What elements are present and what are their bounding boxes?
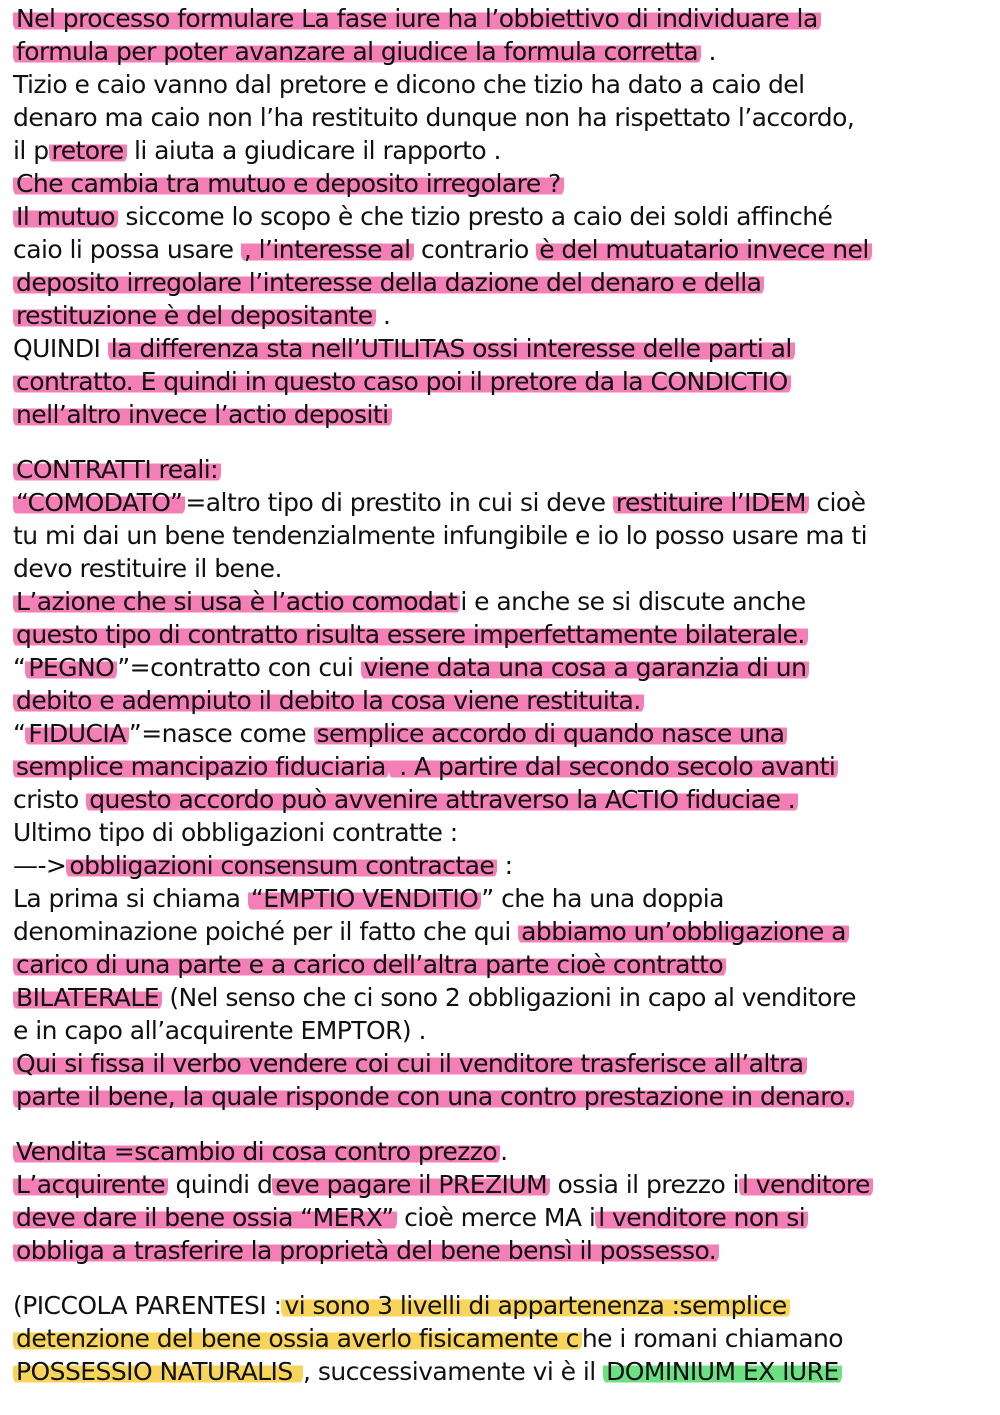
text-segment: , successivamente vi è il (303, 1357, 604, 1386)
text-segment: “ (13, 719, 26, 748)
highlighted-text: , l’interesse al (241, 235, 414, 264)
text-line (13, 2, 1000, 35)
text-segment: . (500, 1137, 508, 1166)
highlighted-text: DOMINIUM EX IURE (603, 1357, 842, 1386)
paragraph (13, 1289, 1000, 1388)
paragraph (13, 2, 1000, 431)
text-segment: (PICCOLA PARENTESI : (13, 1291, 282, 1320)
highlighted-text: restituzione è del depositante (13, 301, 376, 330)
text-segment: (Nel senso che ci sono 2 obbligazioni in capo al venditore (161, 983, 856, 1012)
highlighted-text: viene data una cosa a garanzia di un (361, 653, 810, 682)
text-line (13, 1201, 1000, 1234)
text-segment: tu mi dai un bene tendenzialmente infungibile e io lo posso usare ma ti (13, 521, 868, 550)
text-line (13, 1355, 1000, 1388)
highlighted-text: BILATERALE (13, 983, 162, 1012)
text-segment: i e anche se si discute anche (460, 587, 806, 616)
text-line (13, 816, 1000, 849)
highlighted-text: l venditore non si (595, 1203, 808, 1232)
text-line (13, 200, 1000, 233)
highlighted-text: obbliga a trasferire la proprietà del bene bensì il possesso. (13, 1236, 719, 1265)
highlighted-text: L’azione che si usa è l’actio comodat (13, 587, 460, 616)
text-segment: QUINDI (13, 334, 108, 363)
text-line (13, 332, 1000, 365)
text-line (13, 585, 1000, 618)
text-segment: . (375, 301, 391, 330)
text-line (13, 552, 1000, 585)
highlighted-text: retore (49, 136, 127, 165)
text-segment: contrario (413, 235, 537, 264)
text-line (13, 849, 1000, 882)
highlighted-text: carico di una parte e a carico dell’altra parte cioè contratto (13, 950, 726, 979)
highlighted-text: deposito irregolare l’interesse della dazione del denaro e della (13, 268, 764, 297)
highlighted-text: debito e adempiuto il debito la cosa viene restituita. (13, 686, 644, 715)
text-line (13, 1047, 1000, 1080)
text-line (13, 299, 1000, 332)
text-line (13, 1289, 1000, 1322)
text-segment: denominazione poiché per il fatto che qui (13, 917, 519, 946)
text-segment: : (497, 851, 513, 880)
text-segment: ”=contratto con cui (117, 653, 361, 682)
text-segment: ”=nasce come (128, 719, 314, 748)
text-line (13, 783, 1000, 816)
text-segment: . (701, 37, 716, 66)
highlighted-text: restituire l’IDEM (613, 488, 809, 517)
text-segment: Ultimo tipo di obbligazioni contratte : (13, 818, 458, 847)
text-line (13, 1135, 1000, 1168)
text-segment: ossia il prezzo i (550, 1170, 739, 1199)
highlighted-text: CONTRATTI reali: (13, 455, 221, 484)
text-line (13, 486, 1000, 519)
paragraph (13, 453, 1000, 1113)
text-line (13, 398, 1000, 431)
highlighted-text: vi sono 3 livelli di appartenenza :semplice (281, 1291, 789, 1320)
text-line (13, 101, 1000, 134)
text-line (13, 1080, 1000, 1113)
text-line (13, 1234, 1000, 1267)
highlighted-text: questo tipo di contratto risulta essere imperfettamente bilaterale. (13, 620, 808, 649)
text-line (13, 915, 1000, 948)
highlighted-text: L’acquirente (13, 1170, 168, 1199)
text-line (13, 68, 1000, 101)
highlighted-text: obbligazioni consensum contractae (66, 851, 497, 880)
text-line (13, 453, 1000, 486)
highlighted-text: abbiamo un’obbligazione a (518, 917, 849, 946)
text-line (13, 519, 1000, 552)
paragraph (13, 1135, 1000, 1267)
highlighted-text: semplice accordo di quando nasce una (314, 719, 788, 748)
highlighted-text: l venditore (739, 1170, 873, 1199)
highlighted-text: formula per poter avanzare al giudice la formula corretta (13, 37, 701, 66)
text-segment: La prima si chiama (13, 884, 248, 913)
highlighted-text: POSSESSIO NATURALIS (13, 1357, 303, 1386)
text-line (13, 167, 1000, 200)
text-line (13, 882, 1000, 915)
highlighted-text: eve pagare il PREZIUM (272, 1170, 550, 1199)
text-segment: ” che ha una doppia (481, 884, 724, 913)
highlighted-text: detenzione del bene ossia averlo fisicamente c (13, 1324, 582, 1353)
text-segment: devo restituire il bene. (13, 554, 282, 583)
highlighted-text: è del mutuatario invece nel (536, 235, 872, 264)
text-line (13, 35, 1000, 68)
text-segment: il p (13, 136, 49, 165)
text-line (13, 717, 1000, 750)
text-segment: denaro ma caio non l’ha restituito dunque non ha rispettato l’accordo, (13, 103, 855, 132)
highlighted-text: PEGNO (25, 653, 117, 682)
text-line (13, 365, 1000, 398)
highlighted-text: Che cambia tra mutuo e deposito irregolare ? (13, 169, 564, 198)
highlighted-text: semplice mancipazio fiduciaria (13, 752, 389, 781)
text-segment: —-> (13, 851, 67, 880)
text-segment: li aiuta a giudicare il rapporto . (126, 136, 501, 165)
text-segment: Tizio e caio vanno dal pretore e dicono che tizio ha dato a caio del (13, 70, 805, 99)
text-segment: he i romani chiamano (581, 1324, 844, 1353)
text-line (13, 651, 1000, 684)
highlighted-text: deve dare il bene ossia “MERX” (13, 1203, 397, 1232)
text-segment: caio li possa usare (13, 235, 241, 264)
highlighted-text: Il mutuo (13, 202, 118, 231)
highlighted-text: contratto. E quindi in questo caso poi il pretore da la CONDICTIO (13, 367, 791, 396)
text-segment: “ (13, 653, 26, 682)
text-segment: cristo (13, 785, 87, 814)
text-line (13, 1014, 1000, 1047)
highlighted-text: FIDUCIA (25, 719, 128, 748)
text-line (13, 1322, 1000, 1355)
highlighted-text: la differenza sta nell’UTILITAS ossi interesse delle parti al (108, 334, 795, 363)
highlighted-text: parte il bene, la quale risponde con una contro prestazione in denaro. (13, 1082, 854, 1111)
text-line (13, 948, 1000, 981)
text-line (13, 618, 1000, 651)
highlighted-text: nell’altro invece l’actio depositi (13, 400, 392, 429)
highlighted-text: Vendita =scambio di cosa contro prezzo (13, 1137, 500, 1166)
text-segment: cioè (808, 488, 866, 517)
text-segment: =altro tipo di prestito in cui si deve (185, 488, 613, 517)
highlighted-text: “COMODATO” (13, 488, 185, 517)
text-line (13, 1168, 1000, 1201)
text-line (13, 233, 1000, 266)
text-segment: cioè merce MA i (396, 1203, 596, 1232)
highlighted-text: Qui si fissa il verbo vendere coi cui il venditore trasferisce all’altra (13, 1049, 807, 1078)
highlighted-text: questo accordo può avvenire attraverso la ACTIO fiduciae . (86, 785, 798, 814)
highlighted-text: Nel processo formulare La fase iure ha l’obbiettivo di individuare la (13, 4, 821, 33)
highlighted-text: “EMPTIO VENDITIO (248, 884, 481, 913)
text-line (13, 134, 1000, 167)
text-line (13, 266, 1000, 299)
text-segment: quindi d (168, 1170, 273, 1199)
highlighted-text: . A partire dal secondo secolo avanti (389, 752, 838, 781)
text-line (13, 750, 1000, 783)
text-segment: siccome lo scopo è che tizio presto a caio dei soldi affinché (118, 202, 833, 231)
text-line (13, 981, 1000, 1014)
text-segment: e in capo all’acquirente EMPTOR) . (13, 1016, 426, 1045)
text-line (13, 684, 1000, 717)
